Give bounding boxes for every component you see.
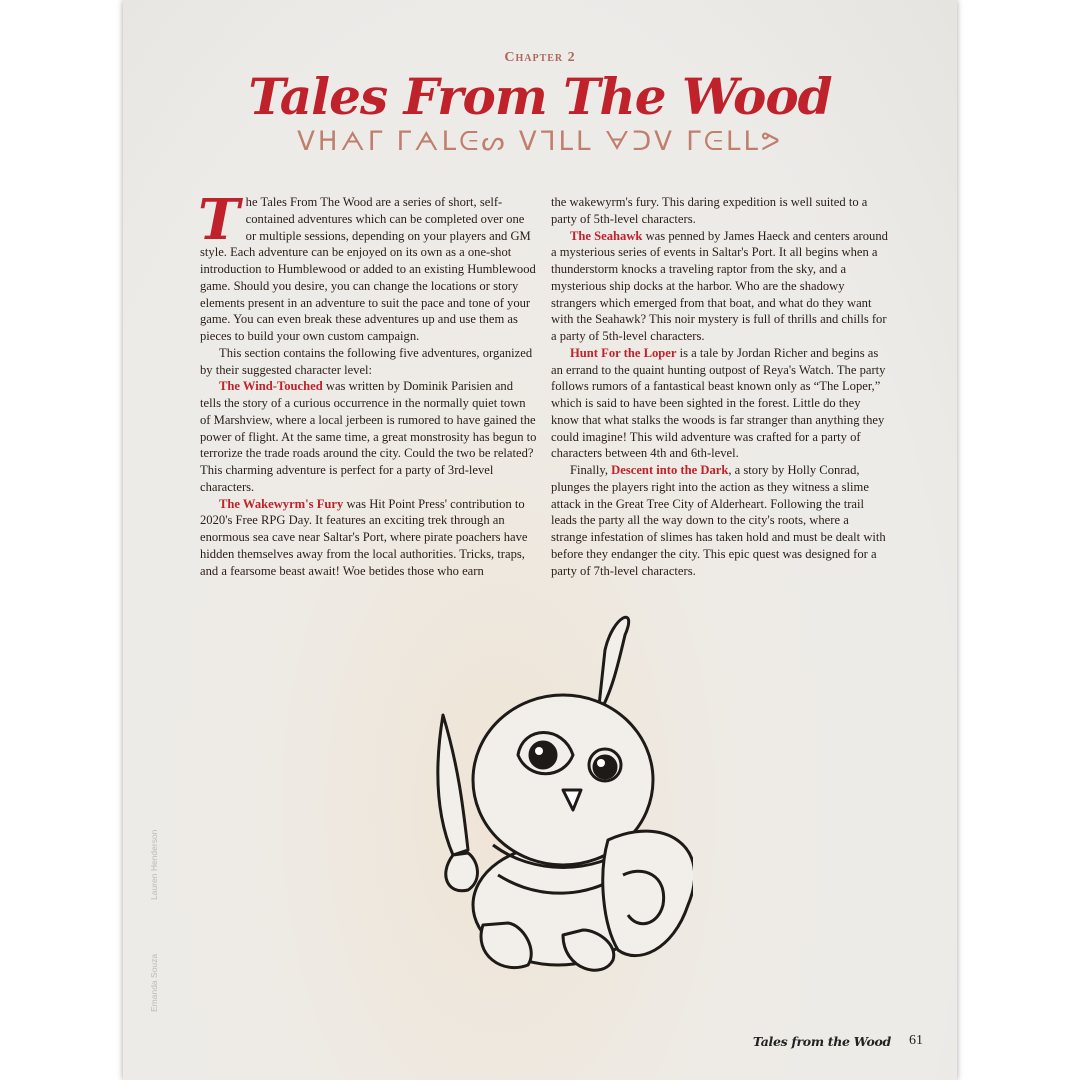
paragraph-loper [551, 345, 888, 462]
owl-knight-illustration [413, 605, 693, 990]
rune-subtitle: ᐯᕼᗅᒥ ᒥᗅᒪᕮᔕ ᐯᒣᒪᒪ ᗄᑐᐯ ᒥᕮᒪᒪᕗ [297, 127, 783, 157]
paragraph-text: , a story by Holly Conrad, plunges the players right into the action as they witness a slime attack in the Great Tree City of Alderheart. Following the trail leads the party all the way down to the city's roots, where a strange infestation of slimes has taken hold and must be dealt with before they endanger the city. This epic quest was designed for a party of 7th-level characters. [551, 463, 886, 578]
left-column [198, 187, 537, 579]
artist-credit: Emanda Souza [149, 953, 159, 1012]
paragraph-wind-touched [200, 378, 537, 495]
adventure-title: Hunt For the Loper [570, 345, 677, 360]
paragraph-wakewyrm [200, 496, 537, 580]
drop-cap: T [198, 187, 240, 253]
paragraph-text: was penned by James Haeck and centers around a mysterious series of events in Saltar's Port. It all begins when a thunderstorm knocks a traveling raptor from the sky, and a mysterious ship docks at the harbor. Who are the shadowy strangers which emerged from that boat, and what do they want with the Seahawk? This noir mystery is full of thrills and chills for a party of 5th-level characters. [551, 228, 888, 343]
book-page [123, 0, 957, 1080]
paragraph-descent [551, 462, 888, 579]
running-footer: Tales from the Wood [752, 1034, 891, 1049]
adventure-title: Descent into the Dark [611, 463, 729, 477]
paragraph-text: is a tale by Jordan Richer and begins as an errand to the quaint hunting outpost of Reya's Watch. The party follows rumors of a fantastical beast known only as “The Loper,” which is said to have been sighted in the forest. Little do they know that what stalks the woods is far stranger than anything they could imagine! This wild adventure was crafted for a party of characters between 4th and 6th-level. [551, 345, 886, 461]
artist-credit: Lauren Henderson [149, 829, 159, 900]
adventure-title: The Wakewyrm's Fury [219, 496, 344, 511]
paragraph-text: was Hit Point Press' contribution to 2020's Free RPG Day. It features an exciting trek through an enormous sea cave near Saltar's Port, where pirate poachers have hidden themselves away from the local authorities. Tricks, traps, and a fearsome beast await! Woe betides those who earn [200, 496, 528, 578]
paragraph-text: Finally, [570, 463, 612, 477]
paragraph: the wakewyrm's fury. This daring expedition is well suited to a party of 5th-level characters. [551, 195, 868, 226]
paragraph: This section contains the following five adventures, organized by their suggested character level: [200, 345, 533, 377]
adventure-title: The Wind-Touched [219, 379, 323, 394]
page-title: Tales From The Wood [248, 67, 832, 126]
intro-text: he Tales From The Wood are a series of short, self-contained adventures which can be completed over one or multiple sessions, depending on your players and GM style. Each adventure can be enjoyed on its own as a one-shot introduction to Humblewood or added to an existing Humblewood game. Should you desire, you can change the locations or story elements present in an adventure to suit the pace and tone of your game. You can even break these adventures up and use them as pieces to build your own custom campaign. [200, 195, 536, 343]
right-column [551, 194, 888, 579]
paragraph-text: was written by Dominik Parisien and tells the story of a curious occurrence in the normally quiet town of Marshview, where a local jerbeen is rumored to have gained the power of flight. At the same time, a great monstrosity has begun to terrorize the trade roads around the city. Could the two be related? This charming adventure is perfect for a party of 3rd-level characters. [200, 379, 537, 494]
paragraph-seahawk [551, 228, 888, 345]
page-number: 61 [909, 1033, 923, 1048]
chapter-label: Chapter 2 [504, 50, 576, 65]
adventure-title: The Seahawk [570, 228, 643, 243]
intro-paragraph [198, 187, 537, 345]
